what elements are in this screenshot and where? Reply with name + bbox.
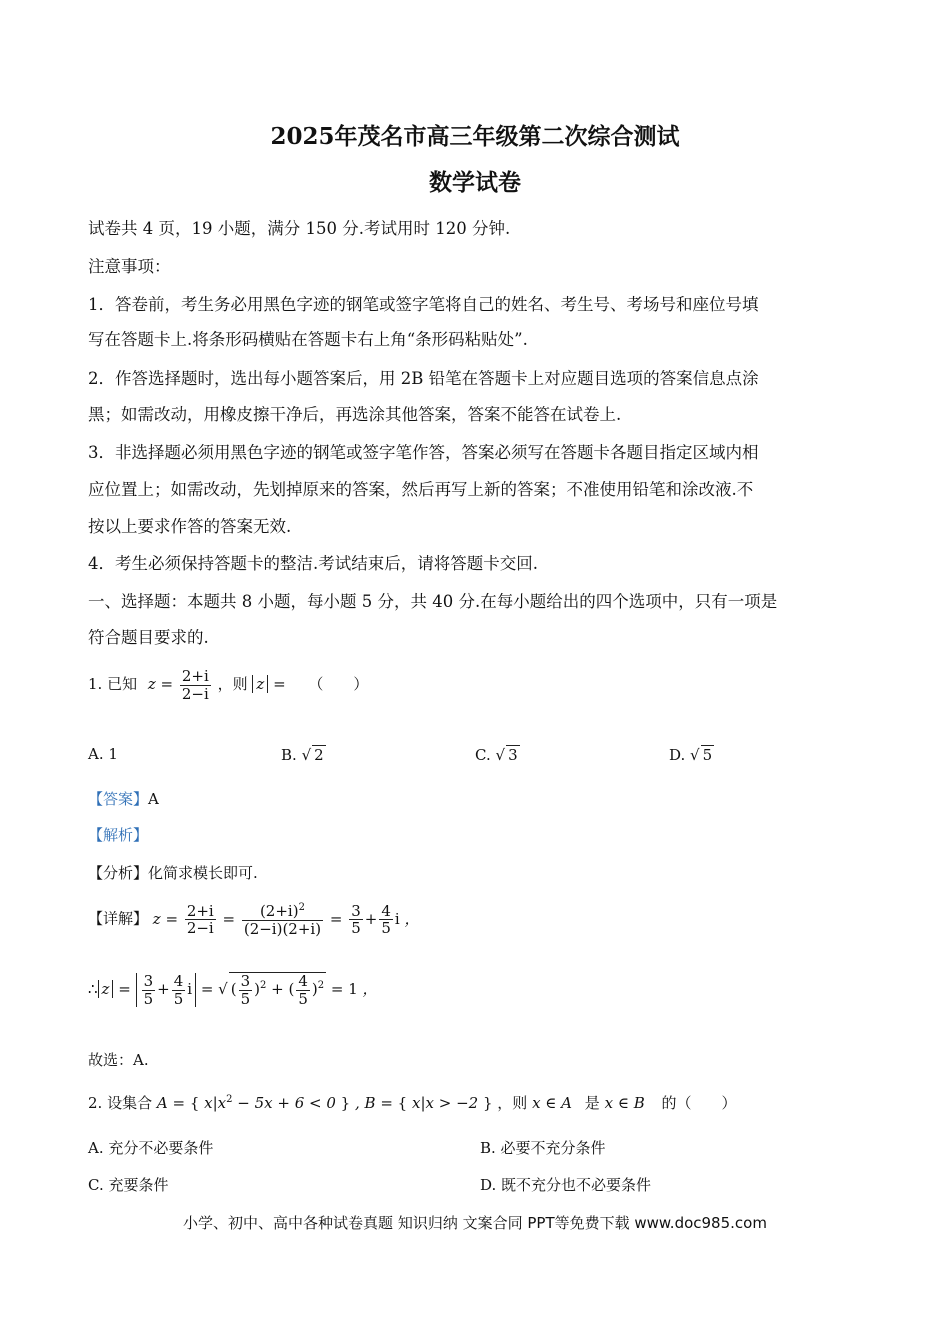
question-2-is: 是	[584, 1094, 600, 1112]
answer-line	[88, 788, 159, 809]
question-2-option-c: C. 充要条件	[88, 1176, 169, 1194]
question-1	[88, 668, 368, 702]
answer-value: A	[148, 790, 159, 808]
page-title: 2025年茂名市高三年级第二次综合测试	[270, 123, 680, 150]
notice-3-line-2: 应位置上；如需改动，先划掉原来的答案，然后再写上新的答案；不准使用铅笔和涂改液.不	[88, 480, 754, 499]
question-2-prefix: 2. 设集合	[88, 1094, 153, 1112]
analysis-tag: 【解析】	[88, 826, 149, 844]
question-1-then: ，则	[217, 675, 248, 693]
question-2-cond-2: x ∈ B	[604, 1094, 645, 1112]
notice-title: 注意事项：	[88, 257, 171, 276]
question-1-paren: （ ）	[308, 675, 369, 693]
question-2-option-d: D. 既不充分也不必要条件	[480, 1176, 652, 1194]
modulus-computation: ∴ z = $\frac{3}{5}$ + $\frac{4}{5}$ i = √ ( $\frac{3}{5}$ )$^2$ + ( $\frac{4}{5}$ )$^2$ = 1 ，	[88, 972, 378, 1008]
notice-4-line-1: 4．考生必须保持答题卡的整洁.考试结束后，请将答题卡交回.	[88, 554, 538, 573]
notice-3-line-1: 3．非选择题必须用黑色字迹的钢笔或签字笔作答，答案必须写在答题卡各题目指定区域内相	[88, 443, 759, 462]
question-2-option-a: A. 充分不必要条件	[88, 1139, 214, 1157]
analysis-text: 【分析】化简求模长即可.	[88, 864, 258, 882]
question-2-option-b: B. 必要不充分条件	[480, 1139, 606, 1157]
question-1-option-c: C. √ 3	[475, 746, 518, 764]
conclusion: 故选：A.	[88, 1051, 149, 1069]
detail-tag: 【详解】	[88, 909, 149, 928]
answer-tag: 【答案】	[88, 790, 149, 808]
question-2-suffix: 的（ ）	[661, 1094, 737, 1112]
notice-3-line-3: 按以上要求作答的答案无效.	[88, 517, 292, 536]
exam-intro: 试卷共 4 页，19 小题，满分 150 分.考试用时 120 分钟.	[88, 219, 511, 238]
question-1-option-d: D. √ 5	[669, 746, 713, 764]
notice-1-line-1: 1．答卷前，考生务必用黑色字迹的钢笔或签字笔将自己的姓名、考生号、考场号和座位号填	[88, 295, 759, 314]
question-1-modulus: z =	[252, 675, 285, 693]
question-1-option-a: A. 1	[88, 745, 118, 763]
detail-line	[88, 902, 419, 937]
section-heading-line-1: 一、选择题：本题共 8 小题，每小题 5 分，共 40 分.在每小题给出的四个选项中，只有一项是	[88, 592, 778, 611]
question-1-option-b: B. √ 2	[281, 746, 324, 764]
question-2-then: ，则	[497, 1094, 528, 1112]
question-1-prefix: 1. 已知	[88, 675, 138, 693]
question-2	[88, 1092, 737, 1113]
question-1-formula: z = $\frac{2+i}{2-i}$	[147, 667, 209, 703]
page-subtitle: 数学试卷	[429, 169, 521, 196]
footer-banner: 小学、初中、高中各种试卷真题 知识归纳 文案合同 PPT等免费下载 www.doc985.com	[183, 1214, 767, 1232]
question-2-sets: A = { $x|x^2 - 5x + 6 < 0$ } , B = { x|x > −2 }	[156, 1094, 493, 1112]
notice-1-line-2: 写在答题卡上.将条形码横贴在答题卡右上角“条形码粘贴处”.	[88, 330, 528, 349]
notice-2-line-1: 2．作答选择题时，选出每小题答案后，用 2B 铅笔在答题卡上对应题目选项的答案信息点涂	[88, 369, 759, 388]
question-2-cond-1: x ∈ A	[532, 1094, 573, 1112]
detail-formula: z = $\frac{2+i}{2-i}$ = $\frac{(2+i)^2}{(2-i)(2+i)}$ = $\frac{3}{5}$ + $\frac{4}{5}$ i ，	[152, 901, 420, 938]
notice-2-line-2: 黑；如需改动，用橡皮擦干净后，再选涂其他答案，答案不能答在试卷上.	[88, 405, 622, 424]
section-heading-line-2: 符合题目要求的.	[88, 628, 209, 647]
